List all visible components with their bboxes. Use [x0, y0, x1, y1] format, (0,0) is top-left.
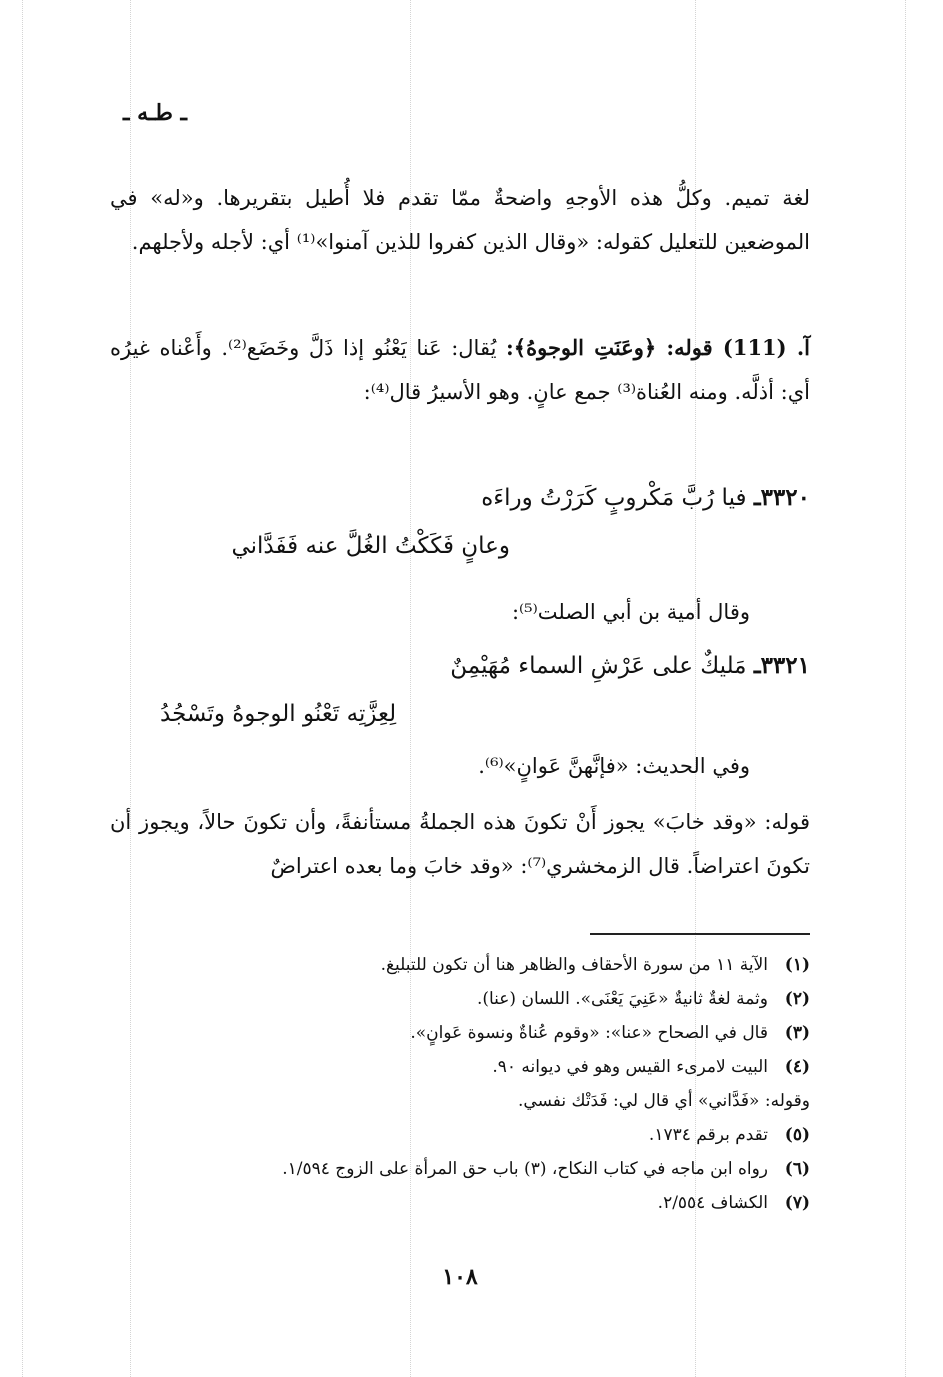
- footnote-item: [110, 1050, 810, 1084]
- footnote-number: (٢): [784, 989, 810, 1009]
- footnote-continuation: [110, 1084, 810, 1118]
- verse-1-number: ٣٣٢٠ـ: [753, 484, 810, 511]
- verse-1-first-hemistich: فيا رُبَّ مَكْروبٍ كَرَرْتُ وراءَه: [481, 485, 747, 511]
- footnote-divider: [590, 933, 810, 935]
- footnote-text: الكشاف ٢/٥٥٤.: [657, 1193, 768, 1213]
- paragraph-3: قوله: «وقد خابَ» يجوز أَنْ تكونَ هذه الجملةُ مستأنفةً، وأن تكونَ حالاً، ويجوز أن تكونَ اعتراضاً. قال الزمخشري⁽⁷⁾: «وقد خابَ وما بعده اعتراضٌ: [110, 810, 810, 878]
- footnote-number: (٣): [784, 1023, 810, 1043]
- footnote-text: الآية ١١ من سورة الأحقاف والظاهر هنا أن تكون للتبليغ.: [380, 955, 768, 975]
- footnote-text: وثمة لغةٌ ثانيةٌ «عَنِيَ يَعْنَى». اللسان (عنا).: [476, 989, 768, 1009]
- running-header: ـ طـه ـ: [123, 100, 187, 126]
- footnote-item: [110, 948, 810, 982]
- footnote-item: [110, 1016, 810, 1050]
- book-page: [110, 0, 810, 1377]
- footnote-item: [110, 1118, 810, 1152]
- footnote-number: (٧): [784, 1193, 810, 1213]
- footnote-text: قال في الصحاح «عنا»: «وقوم عُناةٌ ونسوة عَوانٍ».: [410, 1023, 768, 1043]
- footnote-text: رواه ابن ماجه في كتاب النكاح، (٣) باب حق المرأة على الزوج ١/٥٩٤.: [282, 1159, 768, 1179]
- page-number: ١٠٨: [442, 1264, 478, 1290]
- verse-2-first-hemistich: مَليكٌ على عَرْشِ السماء مُهَيْمِنٌ: [450, 653, 747, 679]
- verse-2-second-hemistich: لِعِزَّتِه تَعْنُو الوجوهُ وتَسْجُدُ: [160, 701, 397, 727]
- entry-text: يُقال: عَنا يَعْنُو إذا ذَلَّ وخَضَع⁽²⁾. وأَعْناه غيرُه أي: أذلَّه. ومنه العُناة⁽³⁾ جمع عانٍ. وهو الأسيرُ قال⁽⁴⁾:: [110, 336, 810, 404]
- footnote-text: وقوله: «فَدَّاني» أي قال لي: فَدَتْك نفسي.: [518, 1091, 810, 1111]
- umayya-attribution: وقال أمية بن أبي الصلت⁽⁵⁾:: [511, 600, 750, 624]
- paragraph-1: لغة تميم. وكلُّ هذه الأوجهِ واضحةٌ ممّا تقدم فلا أُطيل بتقريرها. و«له» في الموضعين للتعليل كقوله: «وقال الذين كفروا للذين آمنوا»⁽¹⁾ أي: لأجله ولأجلهم.: [110, 186, 810, 254]
- footnote-number: (٦): [784, 1159, 810, 1179]
- footnote-item: [110, 982, 810, 1016]
- verse-1-second-hemistich: وعانٍ فَكَكْتُ الغُلَّ عنه فَفَدَّاني: [231, 533, 510, 559]
- footnote-text: البيت لامرىء القيس وهو في ديوانه ٩٠.: [492, 1057, 768, 1077]
- verse-2-first-line: [110, 644, 810, 688]
- entry-paragraph: [110, 326, 810, 414]
- footnote-number: (٤): [784, 1057, 810, 1077]
- scan-gridline: [905, 0, 906, 1377]
- footnotes-list: [110, 948, 810, 1220]
- scan-gridline: [22, 0, 23, 1377]
- footnote-number: (٥): [784, 1125, 810, 1145]
- footnote-number: (١): [784, 955, 810, 975]
- footnote-item: [110, 1152, 810, 1186]
- footnote-text: تقدم برقم ١٧٣٤.: [648, 1125, 768, 1145]
- hadith-line: وفي الحديث: «فإنَّهنَّ عَوانٍ»⁽⁶⁾.: [478, 754, 750, 778]
- verse-2-number: ٣٣٢١ـ: [753, 652, 810, 679]
- verse-1-first-line: [110, 476, 810, 520]
- footnote-item: [110, 1186, 810, 1220]
- entry-title: آ. (111) قوله: ﴿وعَنَتِ الوجوهُ﴾:: [506, 335, 810, 360]
